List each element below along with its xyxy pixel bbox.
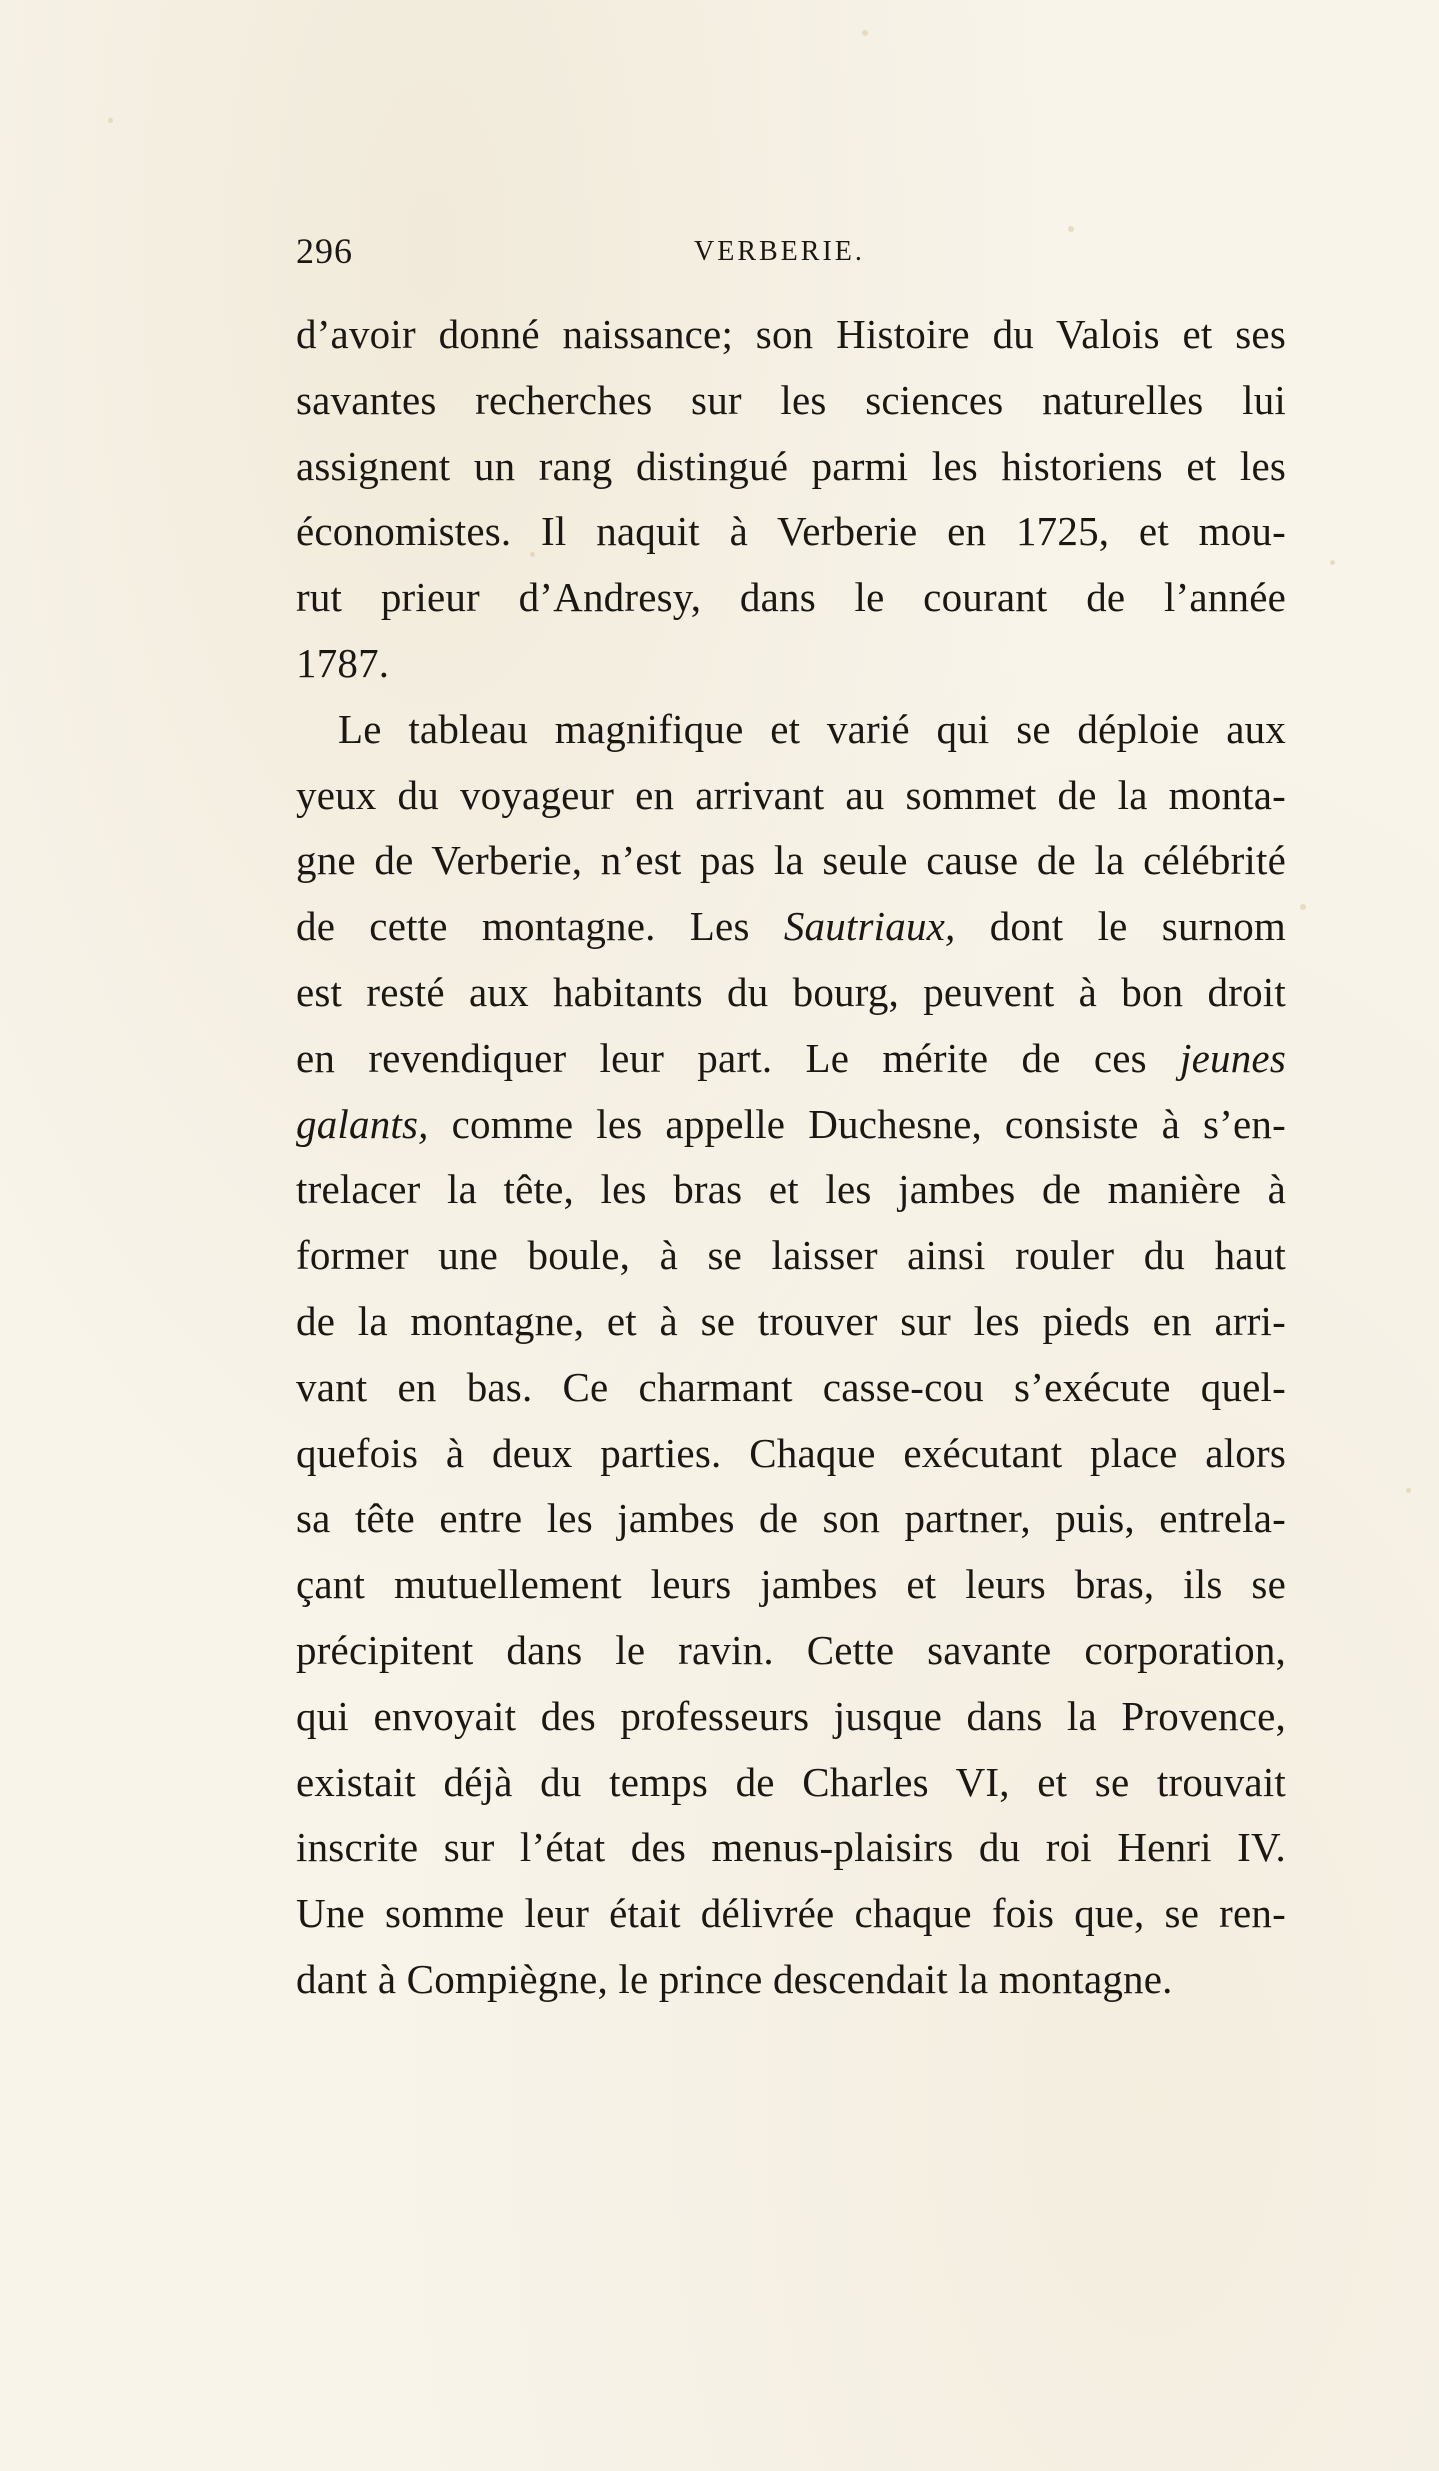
text-line: Une somme leur était délivrée chaque fois que, se ren- [296,1890,1286,1937]
text-line [296,894,1286,960]
text-line: dant à Compiègne, le prince descendait la montagne. [296,1955,1173,2002]
text-line: existait déjà du temps de Charles VI, et se trouvait [296,1758,1286,1805]
text-line: vant en bas. Ce charmant casse-cou s’exécute quel- [296,1363,1286,1410]
text-line: 1787. [296,639,390,686]
text-line: de la montagne, et à se trouver sur les pieds en arri- [296,1297,1286,1344]
text-line: Le tableau magnifique et varié qui se déploie aux [338,705,1286,752]
text-line: assignent un rang distingué parmi les historiens et les [296,442,1286,489]
text-line: inscrite sur l’état des menus-plaisirs du roi Henri IV. [296,1824,1286,1871]
running-head: VERBERIE. [694,236,865,267]
text-line: est resté aux habitants du bourg, peuvent à bon droit [296,968,1286,1015]
text-line: économistes. Il naquit à Verberie en 1725, et mou- [296,508,1286,555]
page-header [296,230,1286,280]
italic-term: jeunes [1180,1034,1286,1081]
text-line: çant mutuellement leurs jambes et leurs bras, ils se [296,1561,1286,1608]
text-line [296,1026,1286,1092]
text-line: rut prieur d’Andresy, dans le courant de l’année [296,574,1286,621]
paper-speck [1300,904,1306,910]
text-line: gne de Verberie, n’est pas la seule cause de la célébrité [296,837,1286,884]
text-line: précipitent dans le ravin. Cette savante corporation, [296,1626,1286,1673]
text-line: quefois à deux parties. Chaque exécutant place alors [296,1429,1286,1476]
text-run: dont le surnom [955,903,1286,950]
body-text [296,302,1286,2013]
text-run: de cette montagne. Les [296,903,784,950]
text-line: yeux du voyageur en arrivant au sommet de la monta- [296,771,1286,818]
text-run: en revendiquer leur part. Le mérite de ces [296,1034,1181,1081]
italic-term: galants, [296,1100,429,1147]
text-line: trelacer la tête, les bras et les jambes de manière à [296,1166,1286,1213]
text-line: savantes recherches sur les sciences naturelles lui [296,376,1286,423]
italic-term: Sautriaux, [783,903,956,950]
text-line: d’avoir donné naissance; son Histoire du Valois et ses [296,311,1286,357]
text-line [296,1092,1286,1158]
paper-speck [108,118,113,123]
text-line: former une boule, à se laisser ainsi rouler du haut [296,1232,1286,1279]
text-line: sa tête entre les jambes de son partner, puis, entrela- [296,1495,1286,1542]
paper-speck [1406,1488,1411,1493]
text-line: qui envoyait des professeurs jusque dans la Provence, [296,1692,1286,1739]
paper-speck [1330,560,1335,565]
paper-speck [862,30,868,36]
text-run: comme les appelle Duchesne, consiste à s’en- [428,1100,1286,1147]
page-number: 296 [296,231,353,271]
